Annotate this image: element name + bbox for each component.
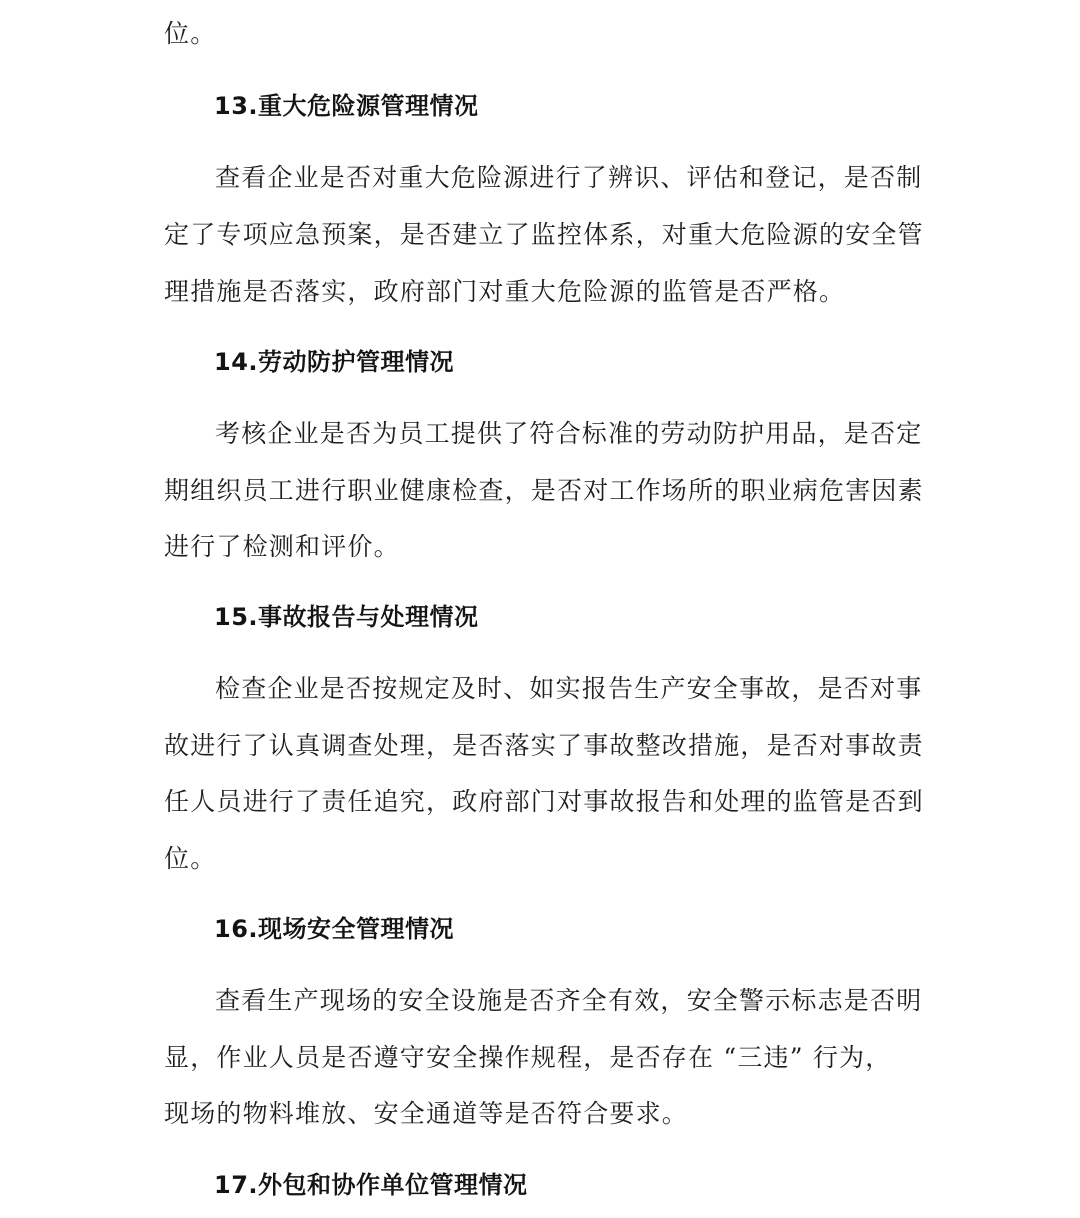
section-heading-15: 15.事故报告与处理情况 — [214, 603, 479, 631]
paragraph-line: 理措施是否落实，政府部门对重大危险源的监管是否严格。 — [164, 277, 846, 306]
paragraph-line: 查看企业是否对重大危险源进行了辨识、评估和登记，是否制 — [215, 163, 923, 192]
paragraph-line: 进行了检测和评价。 — [164, 532, 400, 561]
paragraph-line: 故进行了认真调查处理，是否落实了事故整改措施，是否对事故责 — [164, 731, 924, 760]
paragraph-line: 显，作业人员是否遵守安全操作规程，是否存在 “三违” 行为， — [164, 1043, 892, 1072]
section-heading-17: 17.外包和协作单位管理情况 — [214, 1171, 528, 1199]
section-heading-14: 14.劳动防护管理情况 — [214, 348, 455, 376]
paragraph-line: 考核企业是否为员工提供了符合标准的劳动防护用品，是否定 — [215, 419, 923, 448]
section-heading-13: 13.重大危险源管理情况 — [214, 92, 479, 120]
paragraph-line: 现场的物料堆放、安全通道等是否符合要求。 — [164, 1099, 689, 1128]
paragraph-line: 查看生产现场的安全设施是否齐全有效，安全警示标志是否明 — [215, 986, 923, 1015]
paragraph-line: 期组织员工进行职业健康检查，是否对工作场所的职业病危害因素 — [164, 476, 924, 505]
paragraph-line: 检查企业是否按规定及时、如实报告生产安全事故，是否对事 — [215, 674, 923, 703]
paragraph-line: 位。 — [164, 844, 217, 873]
paragraph-line: 任人员进行了责任追究，政府部门对事故报告和处理的监管是否到 — [164, 787, 924, 816]
paragraph-line: 位。 — [164, 19, 217, 48]
section-heading-16: 16.现场安全管理情况 — [214, 915, 455, 943]
paragraph-line: 定了专项应急预案，是否建立了监控体系，对重大危险源的安全管 — [164, 220, 924, 249]
